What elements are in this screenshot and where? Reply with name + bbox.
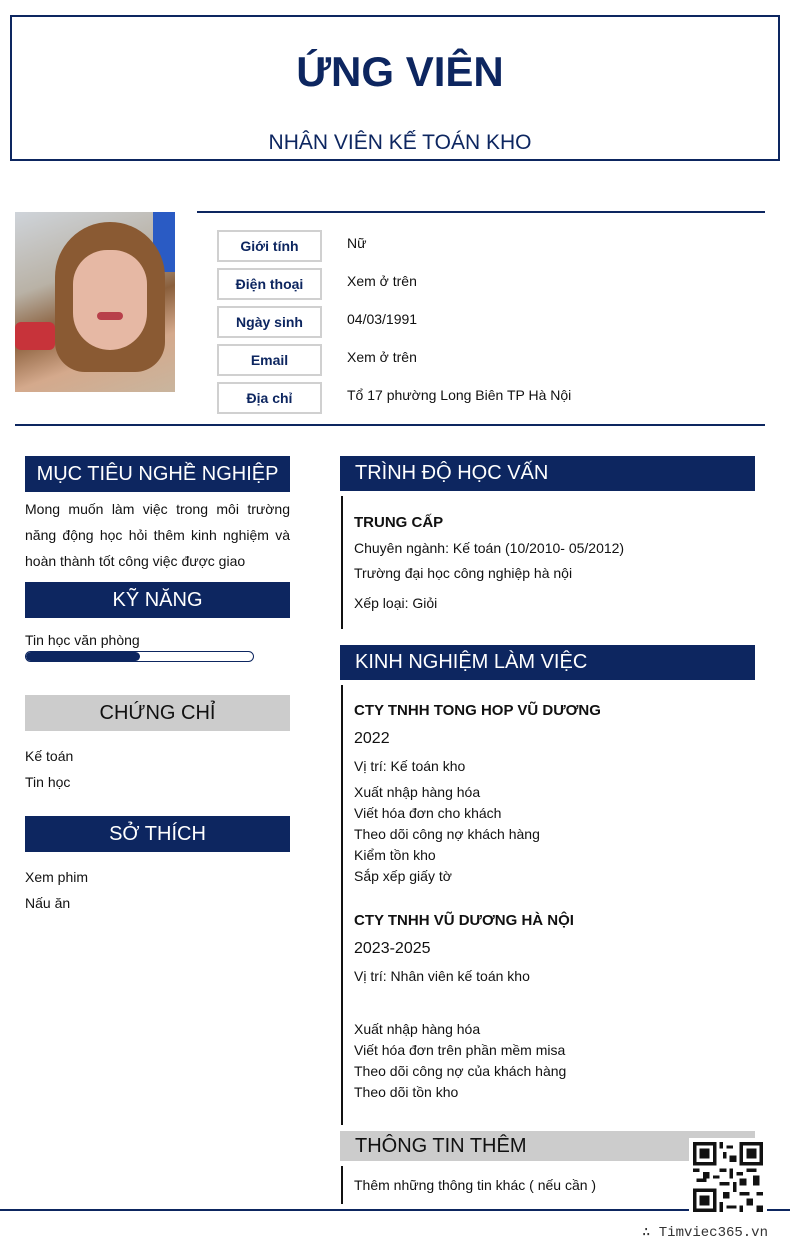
- job-company: CTY TNHH VŨ DƯƠNG HÀ NỘI: [354, 912, 574, 929]
- objective-heading: MỤC TIÊU NGHỀ NGHIỆP: [25, 456, 290, 492]
- skills-heading: KỸ NĂNG: [25, 582, 290, 618]
- job-task: Xuất nhập hàng hóa: [354, 784, 481, 800]
- objective-text: Mong muốn làm việc trong môi trường năng động học hỏi thêm kinh nghiệm và hoàn thành tốt công việc được giao: [25, 501, 290, 569]
- skill-level-bar: [25, 651, 254, 662]
- additional-heading: THÔNG TIN THÊM: [340, 1131, 755, 1161]
- experience-body: [341, 685, 755, 1125]
- info-label: Email: [217, 344, 322, 376]
- job-task: Theo dõi công nợ của khách hàng: [354, 1063, 567, 1079]
- job-company: CTY TNHH TONG HOP VŨ DƯƠNG: [354, 702, 601, 719]
- info-row-phone: [217, 265, 571, 303]
- info-value: Nữ: [347, 235, 367, 251]
- education-grade: Xếp loại: Giỏi: [354, 595, 438, 611]
- certificates-heading: CHỨNG CHỈ: [25, 695, 290, 731]
- qr-code-icon[interactable]: [689, 1138, 767, 1216]
- hobbies-heading: SỞ THÍCH: [25, 816, 290, 852]
- hobbies-list: [25, 864, 290, 916]
- job-period: 2022: [354, 730, 390, 747]
- info-row-birthday: [217, 303, 571, 341]
- info-label: Ngày sinh: [217, 306, 322, 338]
- info-divider: [197, 211, 765, 213]
- job-period: 2023-2025: [354, 940, 431, 957]
- job-task: Kiểm tồn kho: [354, 847, 436, 863]
- info-row-email: [217, 341, 571, 379]
- footer-divider: [0, 1209, 790, 1211]
- info-row-address: [217, 379, 571, 417]
- job-tasks: [354, 782, 755, 887]
- photo-face: [73, 250, 147, 350]
- skill-level-fill: [26, 652, 140, 661]
- experience-heading: KINH NGHIỆM LÀM VIỆC: [340, 645, 755, 680]
- additional-text: Thêm những thông tin khác ( nếu cần ): [354, 1177, 597, 1193]
- info-label: Địa chỉ: [217, 382, 322, 414]
- education-level: TRUNG CẤP: [354, 514, 444, 531]
- job-task: Viết hóa đơn trên phần mềm misa: [354, 1042, 566, 1058]
- info-value: Tổ 17 phường Long Biên TP Hà Nội: [347, 387, 572, 403]
- avatar: [15, 212, 175, 392]
- page-title: ỨNG VIÊN: [296, 48, 504, 95]
- job-tasks: [354, 1019, 755, 1103]
- right-column: [340, 456, 755, 1204]
- info-value: 04/03/1991: [347, 311, 418, 327]
- job-role: Vị trí: Nhân viên kế toán kho: [354, 968, 530, 984]
- info-label: Điện thoại: [217, 268, 322, 300]
- hobby-item: Nấu ăn: [25, 895, 71, 911]
- job-task: Theo dõi công nợ khách hàng: [354, 826, 540, 842]
- education-school: Trường đại học công nghiệp hà nội: [354, 565, 573, 581]
- left-column: [25, 456, 290, 916]
- job-task: Viết hóa đơn cho khách: [354, 805, 502, 821]
- job-task: Theo dõi tồn kho: [354, 1084, 459, 1100]
- info-value: Xem ở trên: [347, 273, 417, 289]
- info-row-gender: [217, 227, 571, 265]
- certificate-item: Kế toán: [25, 748, 74, 764]
- section-divider: [15, 424, 765, 426]
- education-body: [341, 496, 755, 629]
- info-value: Xem ở trên: [347, 349, 417, 365]
- education-heading: TRÌNH ĐỘ HỌC VẤN: [340, 456, 755, 491]
- job-task: Xuất nhập hàng hóa: [354, 1021, 481, 1037]
- info-label: Giới tính: [217, 230, 322, 262]
- brand-watermark[interactable]: ∴ Timviec365.vn: [641, 1225, 768, 1241]
- job-task: Sắp xếp giấy tờ: [354, 868, 452, 884]
- job-role: Vị trí: Kế toán kho: [354, 758, 466, 774]
- hobby-item: Xem phim: [25, 869, 89, 885]
- personal-info: [217, 227, 571, 417]
- job-position-title: NHÂN VIÊN KẾ TOÁN KHO: [257, 131, 544, 155]
- skill-name: Tin học văn phòng: [25, 632, 140, 648]
- certificate-item: Tin học: [25, 774, 71, 790]
- certificates-list: [25, 743, 290, 795]
- education-major: Chuyên ngành: Kế toán (10/2010- 05/2012): [354, 540, 625, 556]
- photo-lips: [97, 312, 123, 320]
- photo-background: [15, 322, 55, 350]
